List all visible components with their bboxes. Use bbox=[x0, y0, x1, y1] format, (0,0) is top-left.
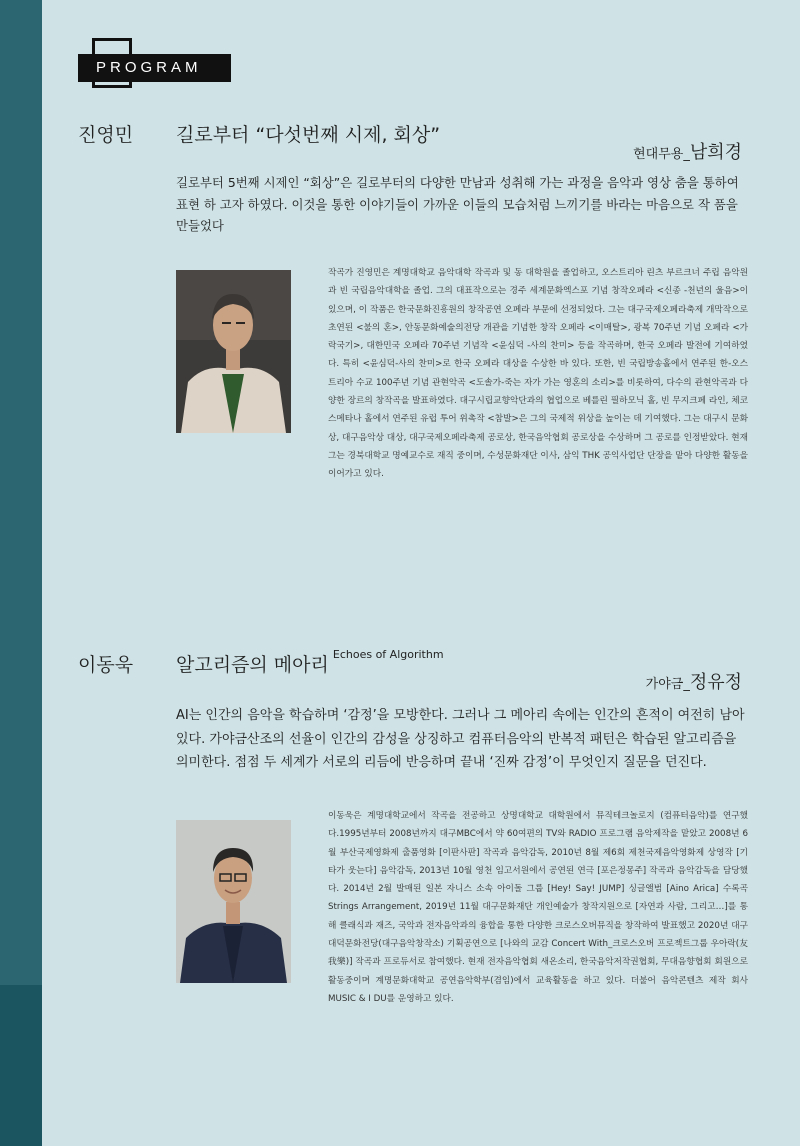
side-accent-bar-lower bbox=[0, 985, 42, 1146]
work-description: 길로부터 5번째 시제인 “회상”은 길로부터의 다양한 만남과 성취해 가는 과정을 음악과 영상 춤을 통하여 표현 하 고자 하였다. 이것을 통한 이야기들이 가까운 이들의 모습처럼 느끼기를 바라는 마음으로 작 품을 만들었다 bbox=[176, 175, 739, 233]
composer-bio: 작곡가 진영민은 계명대학교 음악대학 작곡과 및 동 대학원을 졸업하고, 오스트리아 린츠 부르크너 주립 음악원과 빈 국립음악대학을 졸업. 그의 대표작으로는 경주 세계문화엑스포 기념 창작오페라 <신종 -천년의 울음>이 있으며, 이 작품은 한국문화진흥원의 창작공연 오페라 부문에 선정되었다. 그는 대구국제오페라축제 개막작으로 초연된 <불의 혼>, 안동문화예술의전당 개관을 기념한 창작 오페라 <이매탈>, 광복 70주년 기념 오페라 <가락국기>, 대한민국 오페라 70주년 기념작 <윤심덕 -사의 찬미> 등을 작곡하며, 한국 오페라 발전에 기여하였다. 특히 <윤심덕-사의 찬미>로 한국 오페라 대상을 수상한 바 있다. 또한, 빈 국립방송홀에서 연주된 한-오스트리아 수교 100주년 기념 관현악곡 <도솔가-죽는 자가 가는 영혼의 소리>를 비롯하여, 다수의 관현악곡과 다양한 장르의 창작곡을 발표하였다. 대구시립교향악단과의 협업으로 베를린 필하모닉 홀, 빈 무지크페 라인, 체코 스메타나 홀에서 연주된 유럽 투어 위촉작 <참발>은 그의 국제적 위상을 높이는 데 기여했다. 그는 대구시 문화상, 대구음악상 대상, 대구국제오페라축제 공로상, 한국음악협회 공로상을 수상하며 그 공로를 인정받았다. 현재 그는 경북대학교 명예교수로 재직 중이며, 수성문화재단 이사, 삼익 THK 공익사업단 단장을 맡아 다양한 활동을 이어가고 있다. bbox=[328, 268, 748, 480]
performer-name: 정유정 bbox=[689, 672, 742, 693]
performer bbox=[646, 668, 742, 694]
composer-photo bbox=[176, 820, 291, 983]
composer-name: 진영민 bbox=[78, 124, 134, 146]
performer-type: 가야금_ bbox=[645, 677, 690, 692]
work-title-text: 길로부터 “다섯번째 시제, 회상” bbox=[176, 124, 441, 146]
work-title-text: 알고리즘의 메아리 bbox=[176, 654, 329, 676]
composer-photo bbox=[176, 270, 291, 433]
work-subtitle: Echoes of Algorithm bbox=[332, 648, 444, 661]
work-title bbox=[176, 650, 444, 677]
performer-name: 남희경 bbox=[689, 142, 742, 163]
program-logo bbox=[78, 38, 231, 92]
work-description: AI는 인간의 음악을 학습하며 ‘감정’을 모방한다. 그러나 그 메아리 속에는 인간의 흔적이 여전히 남아 있다. 가야금산조의 선율이 인간의 감성을 상징하고 컴퓨터음악의 반복적 패턴은 학습된 알고리즘을 의미한다. 점점 두 세계가 서로의 리듬에 반응하며 끝내 ‘진짜 감정’이 무엇인지 질문을 던진다. bbox=[176, 708, 745, 770]
logo-text: PROGRAM bbox=[78, 54, 231, 82]
performer-type: 현대무용_ bbox=[633, 147, 690, 162]
composer-name: 이동욱 bbox=[78, 654, 134, 676]
performer bbox=[633, 138, 742, 164]
composer-bio: 이동욱은 계명대학교에서 작곡을 전공하고 상명대학교 대학원에서 뮤직테크놀로지 (컴퓨터음악)를 연구했다.1995년부터 2008년까지 대구MBC에서 약 60여편의 TV와 RADIO 프로그램 음악제작을 맡았고 2008년 6월 부산국제영화제 출품영화 [이판사판] 작곡과 음악감독, 2010년 8월 제6회 제천국제음악영화제 상영작 [기타가 웃는다] 음악감독, 2013년 10월 영천 임고서원에서 공연된 연극 [포은정몽주] 작곡과 음악감독을 담당했다. 2014년 2월 발매된 일본 자니스 소속 아이돌 그룹 [Hey! Say! JUMP] 싱글앨범 [Aino Arica] 수록곡 Strings Arrangement, 2019년 11월 대구문화재단 개인예술가 창작지원으로 [자연과 사람, 그리고…]를 통해 클래식과 재즈, 국악과 전자음악과의 융합을 통한 다양한 크로스오버뮤직을 창작하여 발표했고 2020년 대구대덕문화전당(대구음악창작소) 기획공연으로 [나와의 교감 Concert With_크로스오버 프로젝트그룹 우아락(友我樂)] 작곡과 프로듀서로 참여했다. 현재 전자음악협회 새온소리, 한국음악저작권협회, 무대음향협회 회원으로 활동중이며 계명문화대학교 공연음악학부(겸임)에서 교육활동을 하고 있다. 더불어 음악콘텐츠 제작 회사 MUSIC & I DU를 운영하고 있다. bbox=[328, 811, 748, 1004]
side-accent-bar bbox=[0, 0, 42, 1146]
work-title bbox=[176, 120, 440, 147]
